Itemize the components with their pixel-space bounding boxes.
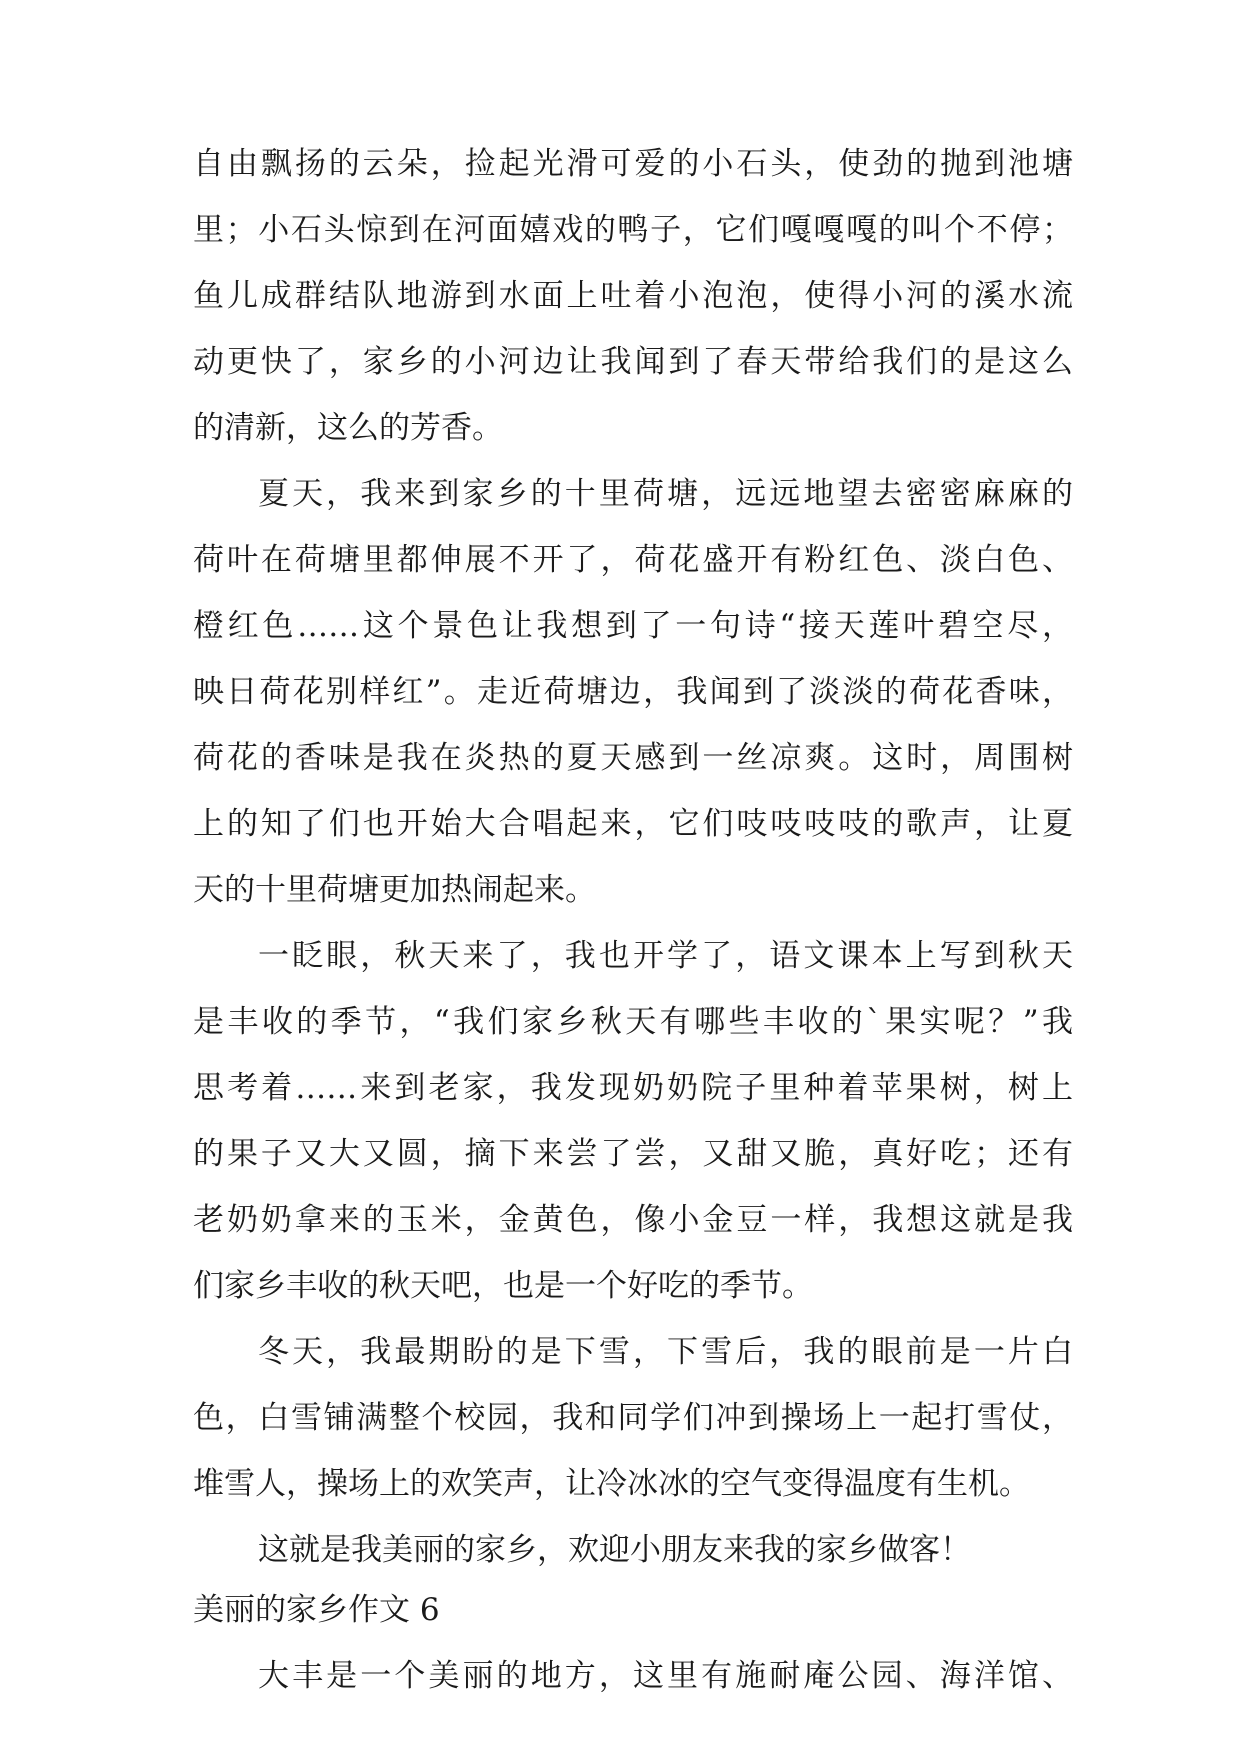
paragraph-line: 大丰是一个美丽的地方，这里有施耐庵公园、海洋馆、 (258, 1658, 1073, 1694)
paragraph-line: 堆雪人，操场上的欢笑声，让冷冰冰的空气变得温度有生机。 (193, 1466, 1030, 1502)
paragraph-line: 鱼儿成群结队地游到水面上吐着小泡泡，使得小河的溪水流 (193, 278, 1073, 314)
paragraph-line: 夏天，我来到家乡的十里荷塘，远远地望去密密麻麻的 (258, 476, 1073, 512)
paragraph-line: 的清新，这么的芳香。 (193, 410, 503, 446)
paragraph-line: 上的知了们也开始大合唱起来，它们吱吱吱吱的歌声，让夏 (193, 806, 1073, 842)
paragraph-line: 是丰收的季节，“我们家乡秋天有哪些丰收的`果实呢？”我 (193, 1004, 1073, 1040)
paragraph-line: 映日荷花别样红”。走近荷塘边，我闻到了淡淡的荷花香味， (193, 674, 1073, 710)
paragraph-line: 们家乡丰收的秋天吧，也是一个好吃的季节。 (193, 1268, 813, 1304)
section-heading: 美丽的家乡作文 6 (193, 1592, 440, 1628)
paragraph-line: 老奶奶拿来的玉米，金黄色，像小金豆一样，我想这就是我 (193, 1202, 1073, 1238)
paragraph-line: 荷叶在荷塘里都伸展不开了，荷花盛开有粉红色、淡白色、 (193, 542, 1073, 578)
paragraph-line: 自由飘扬的云朵，捡起光滑可爱的小石头，使劲的抛到池塘 (193, 146, 1073, 182)
paragraph-line: 里；小石头惊到在河面嬉戏的鸭子，它们嘎嘎嘎的叫个不停； (193, 212, 1073, 248)
paragraph-line: 一眨眼，秋天来了，我也开学了，语文课本上写到秋天 (258, 938, 1073, 974)
paragraph-line: 天的十里荷塘更加热闹起来。 (193, 872, 596, 908)
paragraph-line: 冬天，我最期盼的是下雪，下雪后，我的眼前是一片白 (258, 1334, 1073, 1370)
paragraph-line: 思考着……来到老家，我发现奶奶院子里种着苹果树，树上 (193, 1070, 1073, 1106)
paragraph-line: 动更快了，家乡的小河边让我闻到了春天带给我们的是这么 (193, 344, 1073, 380)
paragraph-line: 荷花的香味是我在炎热的夏天感到一丝凉爽。这时，周围树 (193, 740, 1073, 776)
paragraph-line: 色，白雪铺满整个校园，我和同学们冲到操场上一起打雪仗， (193, 1400, 1073, 1436)
paragraph-line: 这就是我美丽的家乡，欢迎小朋友来我的家乡做客！ (258, 1532, 971, 1568)
paragraph-line: 橙红色……这个景色让我想到了一句诗“接天莲叶碧空尽， (193, 608, 1073, 644)
paragraph-line: 的果子又大又圆，摘下来尝了尝，又甜又脆，真好吃；还有 (193, 1136, 1073, 1172)
